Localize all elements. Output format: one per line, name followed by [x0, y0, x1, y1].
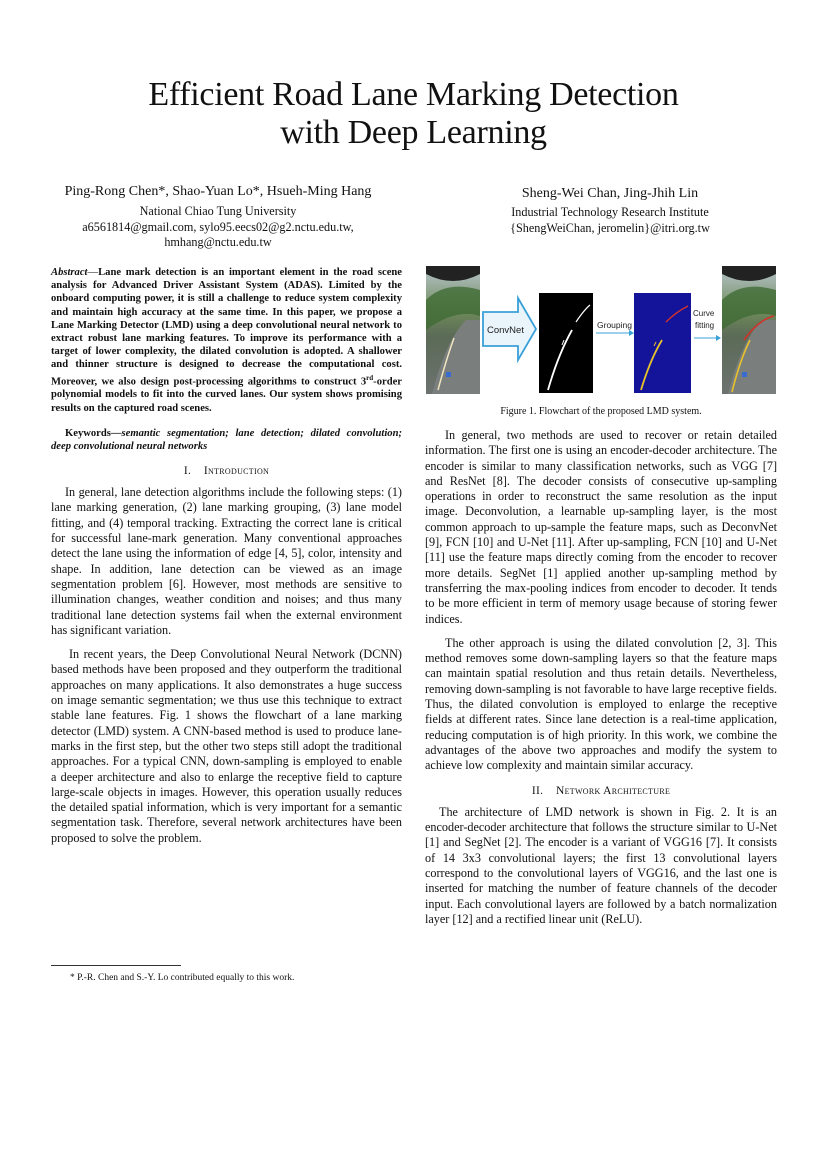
right-paragraph-2: The other approach is using the dilated convolution [2, 3]. This method removes some down-sampling layers so that the feature maps can maintain spatial resolution and thus retain details. Nevertheless, removing down-sampling is not favorable to have large receptive fields. Thus, the dilated convolution is employed to enlarge the receptive fields at different rates. Since lane detection is a real-time application, reducing computation is of high priority. In this work, we combine the advantages of the above two approaches and modify the system to achieve low complexity and maintain similar accuracy.	[425, 635, 777, 773]
section-2-number: II.	[531, 784, 544, 797]
title-line-2: with Deep Learning	[280, 114, 547, 151]
convnet-arrow	[483, 298, 536, 360]
curve-fitting-arrow	[693, 309, 721, 341]
author-names-right: Sheng-Wei Chan, Jing-Jhih Lin	[521, 186, 699, 201]
output-road-image	[722, 266, 776, 394]
title-line-1: Efficient Road Lane Marking Detection	[148, 76, 679, 113]
keywords	[51, 427, 402, 453]
affiliation-right: Industrial Technology Research Institute	[511, 205, 709, 219]
intro-text	[51, 485, 402, 846]
lane-mask-image	[539, 293, 593, 393]
section-2-title: Network Architecture	[555, 784, 671, 797]
convnet-label: ConvNet	[487, 325, 524, 336]
right-column	[425, 428, 777, 933]
emails-left-2: hmhang@nctu.edu.tw	[164, 235, 272, 249]
footnote: * P.-R. Chen and S.-Y. Lo contributed equally to this work.	[70, 973, 295, 983]
section-1-heading	[51, 465, 402, 477]
grouping-label: Grouping	[597, 320, 632, 330]
authors-right	[410, 185, 810, 236]
abstract-dash: —	[87, 267, 99, 278]
curve-label-1: Curve	[693, 309, 715, 318]
intro-paragraph-2: In recent years, the Deep Convolutional Neural Network (DCNN) based methods have been proposed and they outperform the traditional approaches on many applications. It also demonstrates a huge success on image semantic segmentation; we thus use this technique to extract stable lane features. Fig. 1 shows the flowchart of a lane marking detector (LMD) system. A CNN-based method is used to produce lane-marks in the first step, but the other two steps still adopt the traditional approaches. For a typical CNN, down-sampling is employed to enable a deeper architecture and also to enlarge the receptive field to capture large-scale objects in images. However, this operation usually reduces the detailed spatial information, which is very important for a semantic segmentation task. Therefore, several network architectures have been proposed to solve the problem.	[51, 647, 402, 845]
abstract	[51, 266, 402, 415]
grouping-arrow	[596, 320, 634, 336]
author-names-left: Ping-Rong Chen*, Shao-Yuan Lo*, Hsueh-Ming Hang	[64, 184, 372, 199]
footnote-rule	[51, 965, 181, 966]
input-road-image	[426, 266, 480, 394]
paper-title	[0, 76, 827, 152]
curve-label-2: fitting	[695, 321, 715, 330]
figure-1-caption: Figure 1. Flowchart of the proposed LMD system.	[500, 406, 702, 417]
keywords-label: Keywords—	[65, 427, 122, 439]
intro-paragraph-1: In general, lane detection algorithms include the following steps: (1) lane marking generation, (2) lane marking grouping, (3) lane model fitting, and (4) temporal tracking. Extracting the correct lane is critical for successful lane-mark generation. Many conventional approaches detect the lane using the information of edge [4, 5], color, intensity and shape. In addition, lane detection can be viewed as an image segmentation problem [6]. However, most methods are sensitive to illumination changes, weather condition and noises; and thus many traditional lane detection systems fail when the external environment has significant variation.	[51, 485, 402, 637]
abstract-text-2: -order polynomial models to fit into the curved lanes. Our system shows promising results on the captured road scenes.	[51, 376, 402, 414]
architecture-paragraph: The architecture of LMD network is shown in Fig. 2. It is an encoder-decoder architecture that follows the structure similar to U-Net [1] and SegNet [2]. The encoder is a variant of VGG16 [7]. It consists of 14 3x3 convolutional layers; the first 13 convolutional layers correspond to the convolutional layers of VGG16, and the last one is inserted for matching the number of feature channels of the decoder input. Each convolutional layers are followed by a batch normalization layer [12] and a rectified linear unit (ReLU).	[425, 804, 777, 926]
abstract-text-1: Lane mark detection is an important element in the road scene analysis for Advanced Driver Assistant System (ADAS). Limited by the onboard computing power, it is still a challenge to reduce system complexity and maintain high accuracy at the same time. In this paper, we propose a Lane Marking Detector (LMD) using a deep convolutional neural network to extract robust lane marking features. To improve its performance with a target of lower complexity, the dilated convolution is adopted. A shallower and thinner structure is designed to decrease the computational cost. Moreover, we also design post-processing algorithms to construct 3	[51, 267, 402, 388]
section-1-number: I.	[183, 465, 192, 478]
section-1-title: Introduction	[203, 465, 270, 478]
right-paragraph-1: In general, two methods are used to recover or retain detailed information. The first one is using an encoder-decoder architecture. The encoder is similar to many classification networks, such as VGG [7] and ResNet [8]. The decoder consists of consecutive up-sampling operations in order to reconstruct the same resolution as the input image. Deconvolution, a learnable up-sampling layer, is the most common approach to up-sample the feature maps, such as DeconvNet [9], FCN [10] and U-Net [11]. After up-sampling, FCN [10] and U-Net [11] use the feature maps directly coming from the encoder to recover more details. SegNet [1] applied another up-sampling method by transferring the max-pooling indices from encoder to decoder. It tends to be more efficient in term of memory usage because of storing fewer indices.	[425, 428, 777, 626]
abstract-label: Abstract	[51, 267, 88, 278]
affiliation-left: National Chiao Tung University	[139, 204, 297, 218]
emails-left-1: a6561814@gmail.com, sylo95.eecs02@g2.nctu.edu.tw,	[82, 219, 354, 234]
flowchart-svg	[426, 260, 776, 400]
keywords-text: semantic segmentation; lane detection; dilated convolution; deep convolutional neural networks	[51, 427, 402, 452]
authors-left	[18, 183, 418, 251]
abstract-sup: rd	[366, 373, 374, 382]
section-2-heading	[425, 784, 777, 799]
emails-right: {ShengWeiChan, jeromelin}@itri.org.tw	[510, 220, 710, 235]
figure-1	[426, 260, 776, 400]
left-column	[51, 266, 402, 852]
grouped-lane-image	[634, 293, 691, 393]
